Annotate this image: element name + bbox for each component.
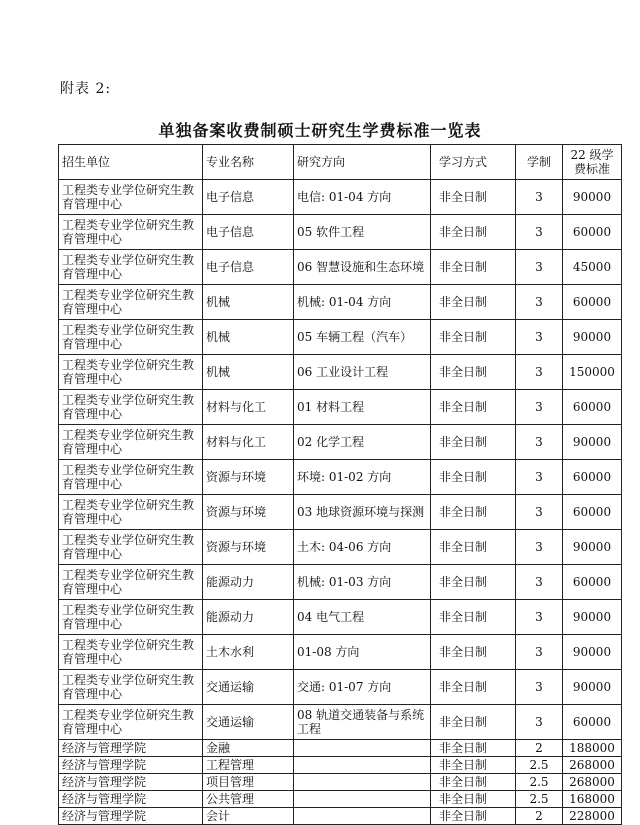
cell-mode: 非全日制: [431, 320, 516, 355]
cell-unit: 经济与管理学院: [59, 740, 203, 757]
cell-unit: 工程类专业学位研究生教育管理中心: [59, 635, 203, 670]
cell-major: 工程管理: [203, 757, 294, 774]
cell-major: 电子信息: [203, 250, 294, 285]
cell-fee: 90000: [563, 600, 622, 635]
cell-fee: 228000: [563, 808, 622, 825]
cell-major: 电子信息: [203, 180, 294, 215]
cell-mode: 非全日制: [431, 180, 516, 215]
cell-unit: 工程类专业学位研究生教育管理中心: [59, 180, 203, 215]
cell-years: 2.5: [516, 774, 563, 791]
cell-unit: 工程类专业学位研究生教育管理中心: [59, 670, 203, 705]
header-major: 专业名称: [203, 145, 294, 180]
cell-years: 2: [516, 808, 563, 825]
cell-years: 3: [516, 285, 563, 320]
cell-unit: 工程类专业学位研究生教育管理中心: [59, 460, 203, 495]
cell-direction: [294, 740, 431, 757]
cell-mode: 非全日制: [431, 530, 516, 565]
cell-direction: 环境: 01-02 方向: [294, 460, 431, 495]
cell-direction: 05 车辆工程（汽车）: [294, 320, 431, 355]
table-row: [59, 285, 622, 320]
cell-mode: 非全日制: [431, 740, 516, 757]
cell-fee: 90000: [563, 425, 622, 460]
cell-mode: 非全日制: [431, 425, 516, 460]
cell-major: 机械: [203, 355, 294, 390]
cell-unit: 工程类专业学位研究生教育管理中心: [59, 530, 203, 565]
cell-major: 机械: [203, 285, 294, 320]
cell-years: 3: [516, 250, 563, 285]
cell-major: 资源与环境: [203, 530, 294, 565]
cell-mode: 非全日制: [431, 808, 516, 825]
cell-fee: 60000: [563, 495, 622, 530]
cell-unit: 经济与管理学院: [59, 774, 203, 791]
cell-fee: 60000: [563, 705, 622, 740]
table-body: [59, 180, 622, 825]
cell-direction: 06 智慧设施和生态环境: [294, 250, 431, 285]
table-row: [59, 320, 622, 355]
cell-years: 2.5: [516, 791, 563, 808]
cell-fee: 45000: [563, 250, 622, 285]
cell-years: 3: [516, 425, 563, 460]
cell-years: 3: [516, 705, 563, 740]
cell-unit: 工程类专业学位研究生教育管理中心: [59, 495, 203, 530]
table-row: [59, 808, 622, 825]
cell-direction: 01-08 方向: [294, 635, 431, 670]
cell-direction: 04 电气工程: [294, 600, 431, 635]
cell-years: 3: [516, 215, 563, 250]
cell-unit: 工程类专业学位研究生教育管理中心: [59, 600, 203, 635]
cell-mode: 非全日制: [431, 791, 516, 808]
cell-mode: 非全日制: [431, 460, 516, 495]
cell-direction: 机械: 01-04 方向: [294, 285, 431, 320]
cell-fee: 60000: [563, 215, 622, 250]
table-row: [59, 180, 622, 215]
cell-mode: 非全日制: [431, 757, 516, 774]
cell-major: 公共管理: [203, 791, 294, 808]
cell-unit: 工程类专业学位研究生教育管理中心: [59, 390, 203, 425]
cell-major: 交通运输: [203, 670, 294, 705]
table-row: [59, 705, 622, 740]
cell-years: 3: [516, 635, 563, 670]
cell-years: 3: [516, 180, 563, 215]
cell-direction: 机械: 01-03 方向: [294, 565, 431, 600]
cell-unit: 工程类专业学位研究生教育管理中心: [59, 705, 203, 740]
cell-fee: 60000: [563, 390, 622, 425]
cell-mode: 非全日制: [431, 670, 516, 705]
table-row: [59, 740, 622, 757]
cell-mode: 非全日制: [431, 285, 516, 320]
table-row: [59, 635, 622, 670]
cell-years: 2: [516, 740, 563, 757]
cell-mode: 非全日制: [431, 635, 516, 670]
cell-major: 资源与环境: [203, 495, 294, 530]
cell-direction: 03 地球资源环境与探测: [294, 495, 431, 530]
table-row: [59, 390, 622, 425]
table-row: [59, 425, 622, 460]
appendix-label: 附表 2:: [60, 81, 112, 97]
cell-direction: 01 材料工程: [294, 390, 431, 425]
cell-fee: 268000: [563, 774, 622, 791]
cell-years: 3: [516, 495, 563, 530]
cell-major: 项目管理: [203, 774, 294, 791]
cell-years: 3: [516, 600, 563, 635]
cell-years: 3: [516, 355, 563, 390]
cell-years: 3: [516, 530, 563, 565]
cell-unit: 工程类专业学位研究生教育管理中心: [59, 215, 203, 250]
cell-direction: [294, 774, 431, 791]
cell-mode: 非全日制: [431, 565, 516, 600]
cell-years: 3: [516, 670, 563, 705]
cell-direction: 02 化学工程: [294, 425, 431, 460]
cell-years: 3: [516, 320, 563, 355]
table-row: [59, 791, 622, 808]
cell-major: 材料与化工: [203, 425, 294, 460]
cell-direction: [294, 791, 431, 808]
cell-fee: 90000: [563, 320, 622, 355]
cell-years: 3: [516, 565, 563, 600]
tuition-table: [58, 144, 622, 825]
cell-major: 电子信息: [203, 215, 294, 250]
table-row: [59, 565, 622, 600]
cell-fee: 188000: [563, 740, 622, 757]
table-row: [59, 355, 622, 390]
cell-unit: 工程类专业学位研究生教育管理中心: [59, 320, 203, 355]
cell-major: 能源动力: [203, 600, 294, 635]
cell-unit: 工程类专业学位研究生教育管理中心: [59, 355, 203, 390]
cell-years: 2.5: [516, 757, 563, 774]
cell-fee: 90000: [563, 635, 622, 670]
cell-unit: 工程类专业学位研究生教育管理中心: [59, 425, 203, 460]
cell-direction: 05 软件工程: [294, 215, 431, 250]
table-header-row: [59, 145, 622, 180]
cell-mode: 非全日制: [431, 390, 516, 425]
cell-major: 机械: [203, 320, 294, 355]
cell-mode: 非全日制: [431, 215, 516, 250]
header-unit: 招生单位: [59, 145, 203, 180]
table-row: [59, 530, 622, 565]
cell-direction: [294, 808, 431, 825]
header-mode: 学习方式: [431, 145, 516, 180]
table-row: [59, 600, 622, 635]
cell-major: 交通运输: [203, 705, 294, 740]
cell-unit: 工程类专业学位研究生教育管理中心: [59, 565, 203, 600]
cell-mode: 非全日制: [431, 495, 516, 530]
cell-unit: 工程类专业学位研究生教育管理中心: [59, 250, 203, 285]
cell-unit: 经济与管理学院: [59, 791, 203, 808]
cell-fee: 60000: [563, 460, 622, 495]
cell-fee: 268000: [563, 757, 622, 774]
cell-mode: 非全日制: [431, 705, 516, 740]
cell-major: 土木水利: [203, 635, 294, 670]
cell-fee: 60000: [563, 565, 622, 600]
table-row: [59, 774, 622, 791]
cell-mode: 非全日制: [431, 250, 516, 285]
table-row: [59, 670, 622, 705]
cell-direction: 电信: 01-04 方向: [294, 180, 431, 215]
cell-unit: 工程类专业学位研究生教育管理中心: [59, 285, 203, 320]
table-row: [59, 215, 622, 250]
cell-fee: 60000: [563, 285, 622, 320]
cell-years: 3: [516, 460, 563, 495]
cell-direction: 08 轨道交通装备与系统工程: [294, 705, 431, 740]
page-title: 单独备案收费制硕士研究生学费标准一览表: [158, 121, 482, 140]
cell-direction: 交通: 01-07 方向: [294, 670, 431, 705]
cell-direction: 土木: 04-06 方向: [294, 530, 431, 565]
cell-unit: 经济与管理学院: [59, 808, 203, 825]
cell-fee: 150000: [563, 355, 622, 390]
table-row: [59, 250, 622, 285]
cell-major: 材料与化工: [203, 390, 294, 425]
table-row: [59, 757, 622, 774]
cell-direction: [294, 757, 431, 774]
cell-fee: 90000: [563, 180, 622, 215]
cell-major: 会计: [203, 808, 294, 825]
cell-fee: 90000: [563, 670, 622, 705]
table-row: [59, 460, 622, 495]
header-fee: 22 级学费标准: [563, 145, 622, 180]
cell-mode: 非全日制: [431, 774, 516, 791]
cell-fee: 168000: [563, 791, 622, 808]
cell-direction: 06 工业设计工程: [294, 355, 431, 390]
cell-mode: 非全日制: [431, 600, 516, 635]
cell-unit: 经济与管理学院: [59, 757, 203, 774]
table-row: [59, 495, 622, 530]
cell-major: 能源动力: [203, 565, 294, 600]
cell-fee: 90000: [563, 530, 622, 565]
cell-mode: 非全日制: [431, 355, 516, 390]
cell-major: 资源与环境: [203, 460, 294, 495]
cell-years: 3: [516, 390, 563, 425]
header-years: 学制: [516, 145, 563, 180]
cell-major: 金融: [203, 740, 294, 757]
header-direction: 研究方向: [294, 145, 431, 180]
